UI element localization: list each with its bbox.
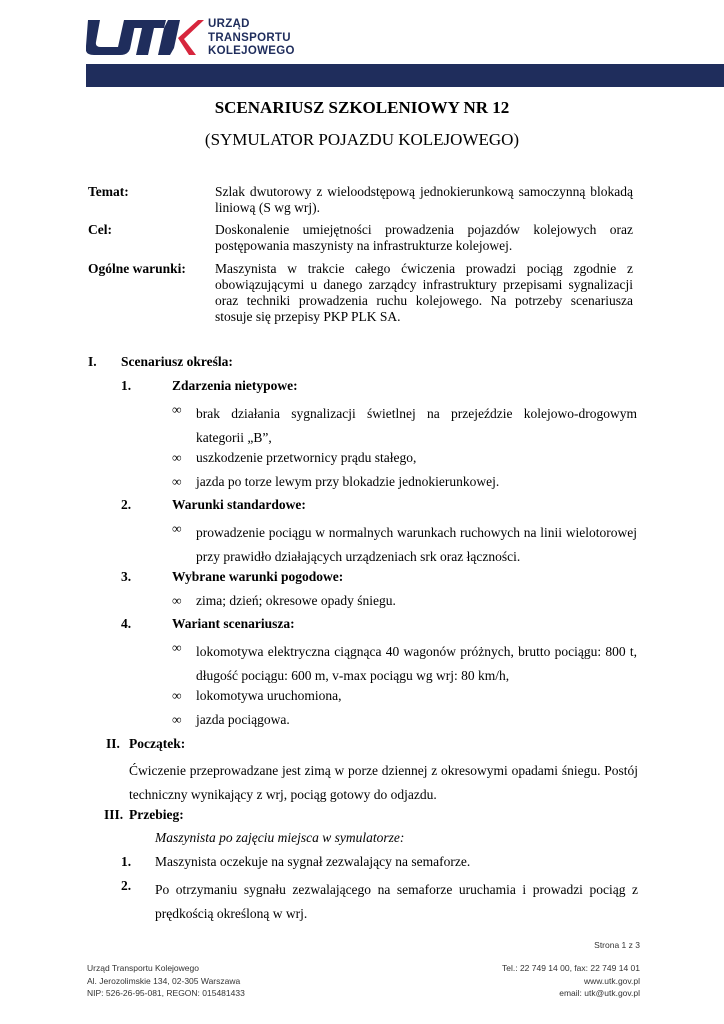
info-label-topic: Temat: bbox=[88, 184, 129, 199]
subsection-1-title: Zdarzenia nietypowe: bbox=[172, 378, 298, 393]
document-subtitle: (SYMULATOR POJAZDU KOLEJOWEGO) bbox=[204, 130, 520, 149]
footer-tax-ids: NIP: 526-26-95-081, REGON: 015481433 bbox=[87, 988, 245, 998]
list-item: prowadzenie pociągu w normalnych warunkach ruchowych na linii wielotorowej przy prawidło działających urządzeniach srk oraz łączności. bbox=[196, 525, 637, 564]
footer-address: Al. Jerozolimskie 134, 02-305 Warszawa bbox=[87, 975, 241, 986]
section-1-title: Scenariusz określa: bbox=[121, 354, 233, 369]
bullet-icon: ∞ bbox=[172, 640, 182, 655]
footer-phone: Tel.: 22 749 14 00, fax: 22 749 14 01 bbox=[502, 963, 640, 973]
logo-line-1: URZĄD bbox=[208, 18, 250, 30]
list-item: jazda po torze lewym przy blokadzie jednokierunkowej. bbox=[196, 474, 500, 489]
bullet-icon: ∞ bbox=[172, 521, 182, 536]
step-2-text: Po otrzymaniu sygnału zezwalającego na semaforze uruchamia i prowadzi pociąg z prędkością określoną w wrj. bbox=[155, 882, 638, 921]
footer-right bbox=[430, 962, 640, 1000]
footer-email-link[interactable]: email: utk@utk.gov.pl bbox=[559, 988, 640, 998]
document-title: SCENARIUSZ SZKOLENIOWY NR 12 bbox=[214, 98, 510, 117]
bullet-icon: ∞ bbox=[172, 474, 182, 489]
logo-line-3: KOLEJOWEGO bbox=[208, 45, 295, 57]
footer-left bbox=[87, 962, 245, 1000]
section-2-number: II. bbox=[106, 736, 120, 751]
section-3-title: Przebieg: bbox=[129, 807, 184, 822]
logo-wordmark bbox=[208, 18, 295, 59]
section-3-intro: Maszynista po zajęciu miejsca w symulatorze: bbox=[155, 830, 405, 845]
bullet-icon: ∞ bbox=[172, 712, 182, 727]
subsection-3-title: Wybrane warunki pogodowe: bbox=[172, 569, 344, 584]
subsection-4-number: 4. bbox=[121, 616, 132, 631]
info-label-goal: Cel: bbox=[88, 222, 112, 237]
info-label-conditions: Ogólne warunki: bbox=[88, 261, 186, 276]
subsection-4-title: Wariant scenariusza: bbox=[172, 616, 295, 631]
header-bar bbox=[86, 64, 724, 87]
section-2-title: Początek: bbox=[129, 736, 186, 751]
footer-org-name: Urząd Transportu Kolejowego bbox=[87, 963, 199, 973]
step-1-number: 1. bbox=[121, 854, 132, 869]
list-item: uszkodzenie przetwornicy prądu stałego, bbox=[196, 450, 417, 465]
subsection-1-number: 1. bbox=[121, 378, 132, 393]
step-2-number: 2. bbox=[121, 878, 132, 893]
utk-logo-icon bbox=[86, 18, 204, 56]
subsection-2-number: 2. bbox=[121, 497, 132, 512]
info-text-conditions: Maszynista w trakcie całego ćwiczenia prowadzi pociąg zgodnie z obowiązującymi u danego zarządcy infrastruktury przepisami sygnalizacji oraz techniki prowadzenia ruchu kolejowego. Na potrzeby scenariusza stosuje się przepisy PKP PLK SA. bbox=[215, 261, 633, 324]
subsection-2-title: Warunki standardowe: bbox=[172, 497, 306, 512]
bullet-icon: ∞ bbox=[172, 593, 182, 608]
section-1-number: I. bbox=[88, 354, 97, 369]
page-number: Strona 1 z 3 bbox=[594, 940, 640, 950]
section-3-number: III. bbox=[104, 807, 124, 822]
subsection-3-number: 3. bbox=[121, 569, 132, 584]
bullet-icon: ∞ bbox=[172, 402, 182, 417]
list-item: brak działania sygnalizacji świetlnej na przejeździe kolejowo-drogowym kategorii „B”, bbox=[196, 406, 637, 445]
info-text-goal: Doskonalenie umiejętności prowadzenia pojazdów kolejowych oraz postępowania maszynisty na infrastrukturze kolejowej. bbox=[215, 222, 633, 253]
section-2-text: Ćwiczenie przeprowadzane jest zimą w porze dziennej z okresowymi opadami śniegu. Postój techniczny wynikający z wrj, pociąg gotowy do odjazdu. bbox=[129, 763, 638, 802]
list-item: lokomotywa uruchomiona, bbox=[196, 688, 342, 703]
logo-line-2: TRANSPORTU bbox=[208, 31, 291, 44]
bullet-icon: ∞ bbox=[172, 450, 182, 465]
bullet-icon: ∞ bbox=[172, 688, 182, 703]
list-item: zima; dzień; okresowe opady śniegu. bbox=[196, 593, 396, 608]
step-1-text: Maszynista oczekuje na sygnał zezwalający na semaforze. bbox=[155, 854, 471, 869]
footer-website-link[interactable]: www.utk.gov.pl bbox=[583, 975, 640, 986]
list-item: lokomotywa elektryczna ciągnąca 40 wagonów próżnych, brutto pociągu: 800 t, długość pociągu: 600 m, v-max pociągu wg wrj: 80 km/h, bbox=[196, 644, 637, 683]
info-text-topic: Szlak dwutorowy z wieloodstępową jednokierunkową samoczynną blokadą liniową (S wg wrj). bbox=[215, 184, 633, 215]
list-item: jazda pociągowa. bbox=[196, 712, 290, 727]
